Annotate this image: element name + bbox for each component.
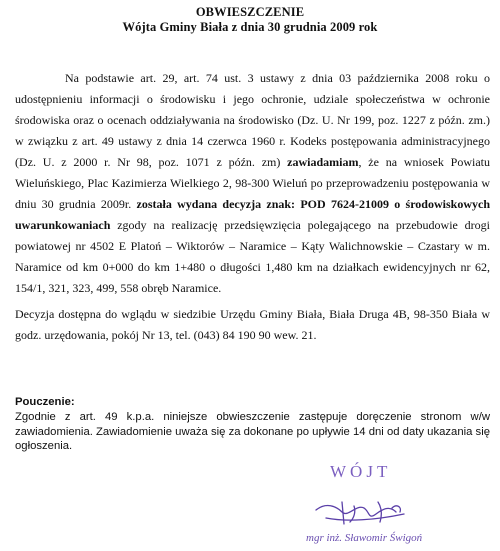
stamp-title: WÓJT [330, 462, 392, 481]
signatory-name: mgr inż. Sławomir Świgoń [306, 532, 423, 544]
project-description: zgody na realizację przedsięwzięcia polegającego na przebudowie drogi powiatowej nr 4502 E Platoń – Wiktorów – Naramice – Kąty Walichnowskie – Czastary w m. Naramice od km 0+000 do km 1+480 o długości 1,480 km na działkach ewidencyjnych nr 62, 154/1, 321, 323, 499, 558 obręb Naramice. [15, 218, 491, 295]
notice-section [15, 395, 490, 454]
main-paragraph [15, 68, 490, 299]
notice-heading: Pouczenie: [15, 396, 75, 408]
document-title: OBWIESZCZENIE [195, 5, 305, 19]
legal-basis-text: Na podstawie art. 29, art. 74 ust. 3 ustawy z dnia 03 października 2008 roku o udostępnieniu informacji o środowisku i jego ochronie, udziale społeczeństwa w ochronie środowiska oraz o ocenach oddziaływania na środowisko (Dz. U. Nr 199, poz. 1227 z późn. zm.) w związku z art. 49 ustawy z dnia 14 czerwca 1960 r. Kodeks postępowania administracyjnego (Dz. U. z 2000 r. Nr 98, poz. 1071 z późn. zm) [15, 71, 490, 169]
document-subtitle: Wójta Gminy Biała z dnia 30 grudnia 2009 rok [122, 20, 378, 34]
signature-stamp [296, 462, 496, 551]
notice-text: Zgodnie z art. 49 k.p.a. niniejsze obwieszczenie zastępuje doręczenie stronom w/w zawiadomienia. Zawiadomienie uważa się za dokonane po upływie 14 dni od daty ukazania się ogłoszenia. [15, 410, 490, 453]
availability-paragraph: Decyzja dostępna do wglądu w siedzibie Urzędu Gminy Biała, Biała Druga 4B, 98-350 Biała w godz. urzędowania, pokój Nr 13, tel. (043) 84 190 90 wew. 21. [15, 307, 490, 342]
applicant-text: , że na wniosek Powiatu Wieluńskiego, Plac Kazimierza Wielkiego 2, 98-300 Wieluń po przeprowadzeniu postępowania w dniu 30 grudnia 2009r. [15, 155, 490, 211]
notify-keyword: zawiadamiam [287, 155, 359, 169]
decision-reference: została wydana decyzja znak: POD 7624-21009 o środowiskowych uwarunkowaniach [15, 197, 490, 232]
